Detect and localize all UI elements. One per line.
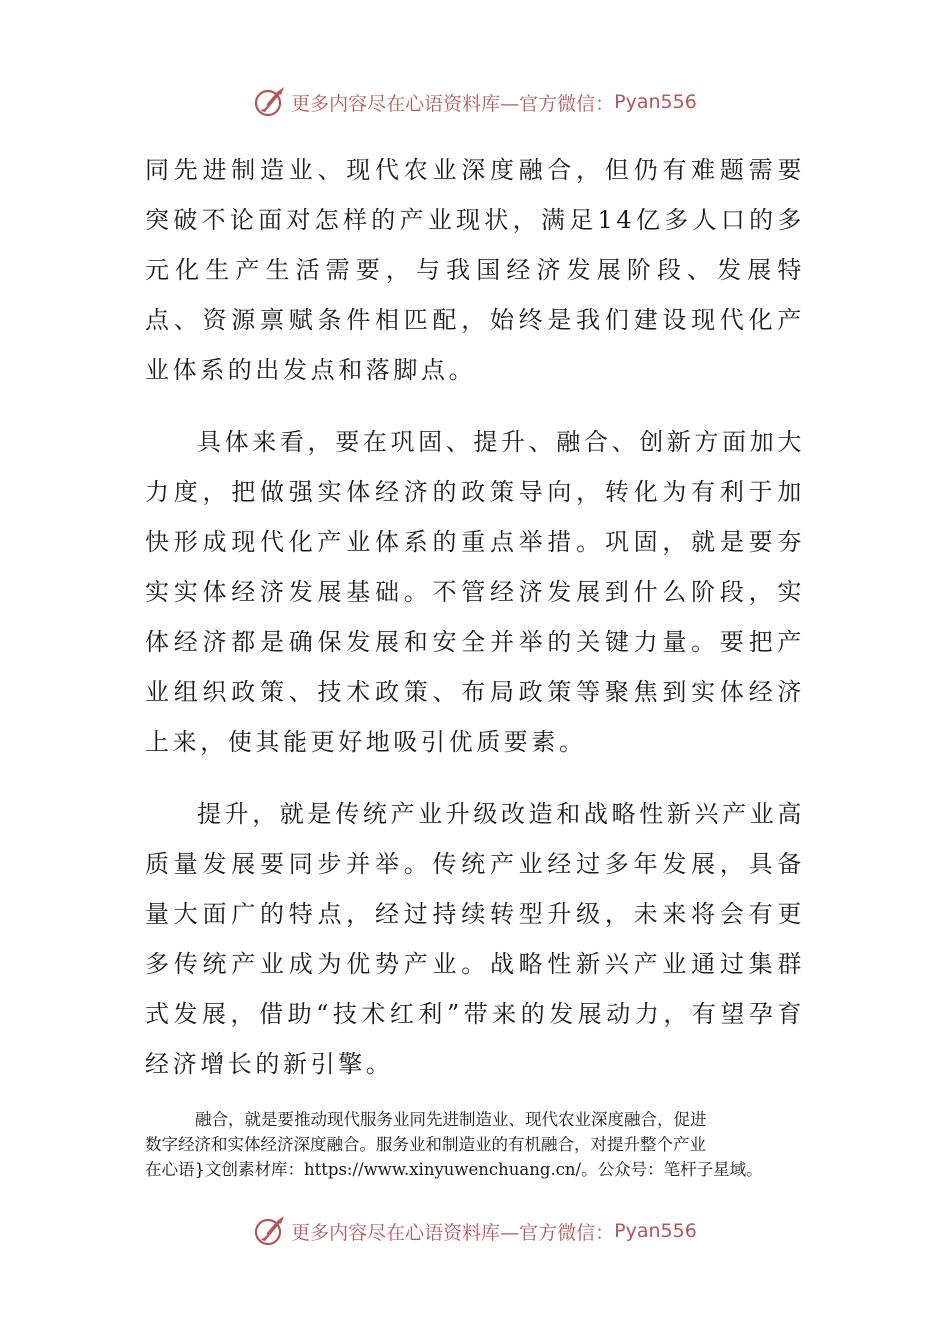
- quill-pen-logo-icon: [253, 1214, 287, 1248]
- paragraph-continuation: 同先进制造业、现代农业深度融合，但仍有难题需要突破不论面对怎样的产业现状，满足14亿多人口的多元化生产生活需要，与我国经济发展阶段、发展特点、资源禀赋条件相匹配，始终是我们建设现代化产业体系的出发点和落脚点。: [145, 156, 805, 384]
- paragraph-upgrade: 提升，就是传统产业升级改造和战略性新兴产业高质量发展要同步并举。传统产业经过多年发展，具备量大面广的特点，经过持续转型升级，未来将会有更多传统产业成为优势产业。战略性新兴产业通过集群式发展，借助“技术红利”带来的发展动力，有望孕育经济增长的新引擎。: [145, 800, 805, 1078]
- banner-text: 更多内容尽在心语资料库—官方微信：: [291, 1221, 615, 1244]
- document-body: [145, 145, 805, 1111]
- paragraph-consolidate: 具体来看，要在巩固、提升、融合、创新方面加大力度，把做强实体经济的政策导向，转化为有利于加快形成现代化产业体系的重点举措。巩固，就是要夯实实体经济发展基础。不管经济发展到什么阶段，实体经济都是确保发展和安全并举的关键力量。要把产业组织政策、技术政策、布局政策等聚焦到实体经济上来，使其能更好地吸引优质要素。: [145, 428, 805, 756]
- quill-pen-logo-icon: [253, 85, 287, 119]
- banner-wechat-id: Pyan556: [614, 1220, 697, 1242]
- small-text-line: 融合，就是要推动现代服务业同先进制造业、现代农业深度融合，促进: [195, 1110, 707, 1129]
- footer-banner: [0, 1211, 950, 1251]
- small-text-line: 数字经济和实体经济深度融合。服务业和制造业的有机融合，对提升整个产业: [145, 1135, 706, 1154]
- header-banner: [0, 82, 950, 122]
- banner-wechat-id: Pyan556: [614, 91, 697, 113]
- banner-text: 更多内容尽在心语资料库—官方微信：: [291, 92, 615, 115]
- small-text-line: 在心语}文创素材库：https://www.xinyuwenchuang.cn/。公众号：笔杆子星域。: [145, 1160, 763, 1179]
- small-text-block: [145, 1107, 810, 1182]
